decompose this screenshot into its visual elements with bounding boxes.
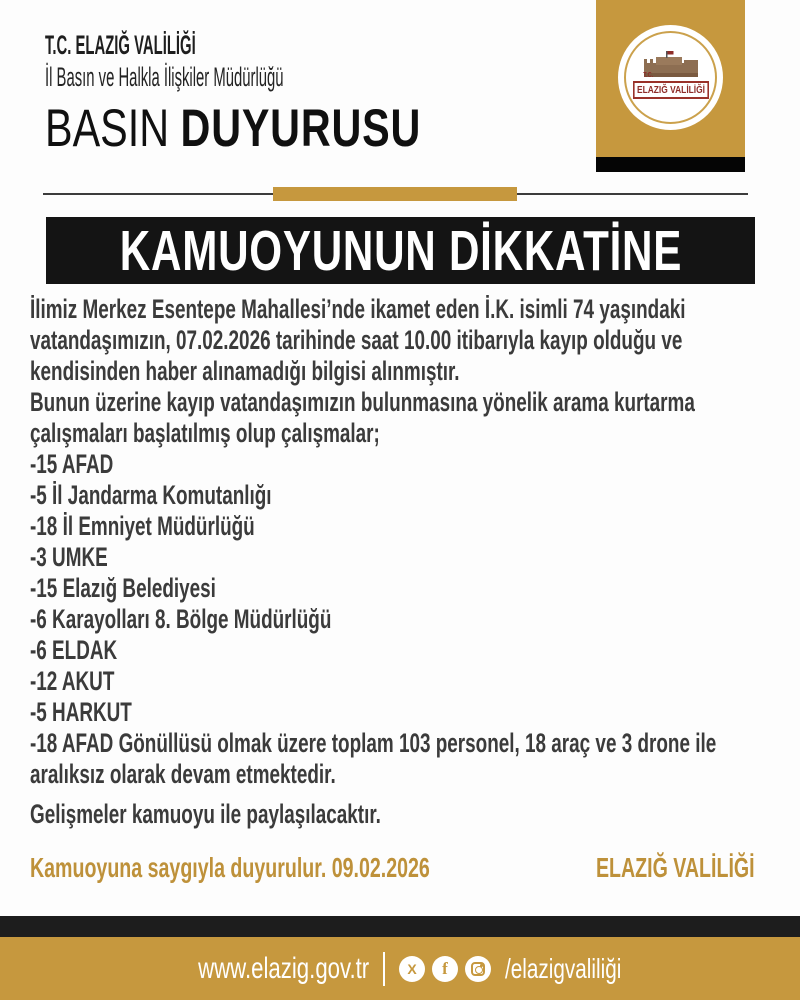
body-line: -5 HARKUT xyxy=(30,697,132,727)
facebook-icon[interactable] xyxy=(432,956,458,982)
body-line: -18 AFAD Gönüllüsü olmak üzere toplam 103 personel, 18 araç ve 3 drone ile xyxy=(30,728,717,758)
body-line: aralıksız olarak devam etmektedir. xyxy=(30,759,336,789)
footer-bar xyxy=(0,937,800,1000)
announcement-body xyxy=(30,294,800,790)
body-line: vatandaşımızın, 07.02.2026 tarihinde saat 10.00 itibarıyla kayıp olduğu ve xyxy=(30,325,683,355)
banner-title: KAMUOYUNUN DİKKATİNE xyxy=(119,218,682,283)
footer-black-strip xyxy=(0,916,800,937)
body-line: -12 AKUT xyxy=(30,666,115,696)
body-line: -5 İl Jandarma Komutanlığı xyxy=(30,480,272,510)
page-title-bold: DUYURUSU xyxy=(180,99,422,158)
divider-gold-accent xyxy=(273,187,517,201)
closing-line: Gelişmeler kamuoyu ile paylaşılacaktır. xyxy=(30,799,381,829)
logo-label: ELAZIĞ VALİLİĞİ xyxy=(633,81,709,99)
body-line: İlimiz Merkez Esentepe Mahallesi’nde ikamet eden İ.K. isimli 74 yaşındaki xyxy=(30,294,686,324)
instagram-lens xyxy=(475,966,483,974)
social-handle[interactable]: /elazigvaliliği xyxy=(505,952,622,984)
logo-tc-label: T.C. xyxy=(643,72,654,79)
body-line: -3 UMKE xyxy=(30,542,108,572)
body-line: -15 Elazığ Belediyesi xyxy=(30,573,216,603)
signoff-date: Kamuoyuna saygıyla duyurulur. 09.02.2026 xyxy=(30,852,430,883)
body-line: -6 ELDAK xyxy=(30,635,118,665)
instagram-icon[interactable] xyxy=(465,956,491,982)
logo-black-strip xyxy=(596,157,745,172)
logo-box xyxy=(596,0,745,157)
x-icon[interactable] xyxy=(399,956,425,982)
signoff-authority: ELAZIĞ VALİLİĞİ xyxy=(596,852,755,883)
body-line: Bunun üzerine kayıp vatandaşımızın bulunmasına yönelik arama kurtarma xyxy=(30,387,695,417)
x-glyph: X xyxy=(407,960,417,977)
instagram-glyph xyxy=(471,962,485,976)
body-line: kendisinden haber alınamadığı bilgisi alınmıştır. xyxy=(30,356,460,386)
social-icons xyxy=(399,956,491,982)
governorship-logo xyxy=(618,25,723,130)
body-line: -15 AFAD xyxy=(30,449,114,479)
footer-divider xyxy=(383,952,385,986)
website-link[interactable]: www.elazig.gov.tr xyxy=(197,951,369,985)
page-title-light: BASIN xyxy=(45,99,170,158)
instagram-dot xyxy=(480,964,483,967)
facebook-glyph: f xyxy=(442,958,448,978)
org-name-line1: T.C. ELAZIĞ VALİLİĞİ xyxy=(45,30,196,60)
org-name-line2: İl Basın ve Halkla İlişkiler Müdürlüğü xyxy=(45,62,284,92)
page-title xyxy=(45,98,421,159)
announcement-banner xyxy=(46,217,755,284)
body-line: -18 İl Emniyet Müdürlüğü xyxy=(30,511,255,541)
body-line: çalışmaları başlatılmış olup çalışmalar; xyxy=(30,418,380,448)
body-line: -6 Karayolları 8. Bölge Müdürlüğü xyxy=(30,604,332,634)
